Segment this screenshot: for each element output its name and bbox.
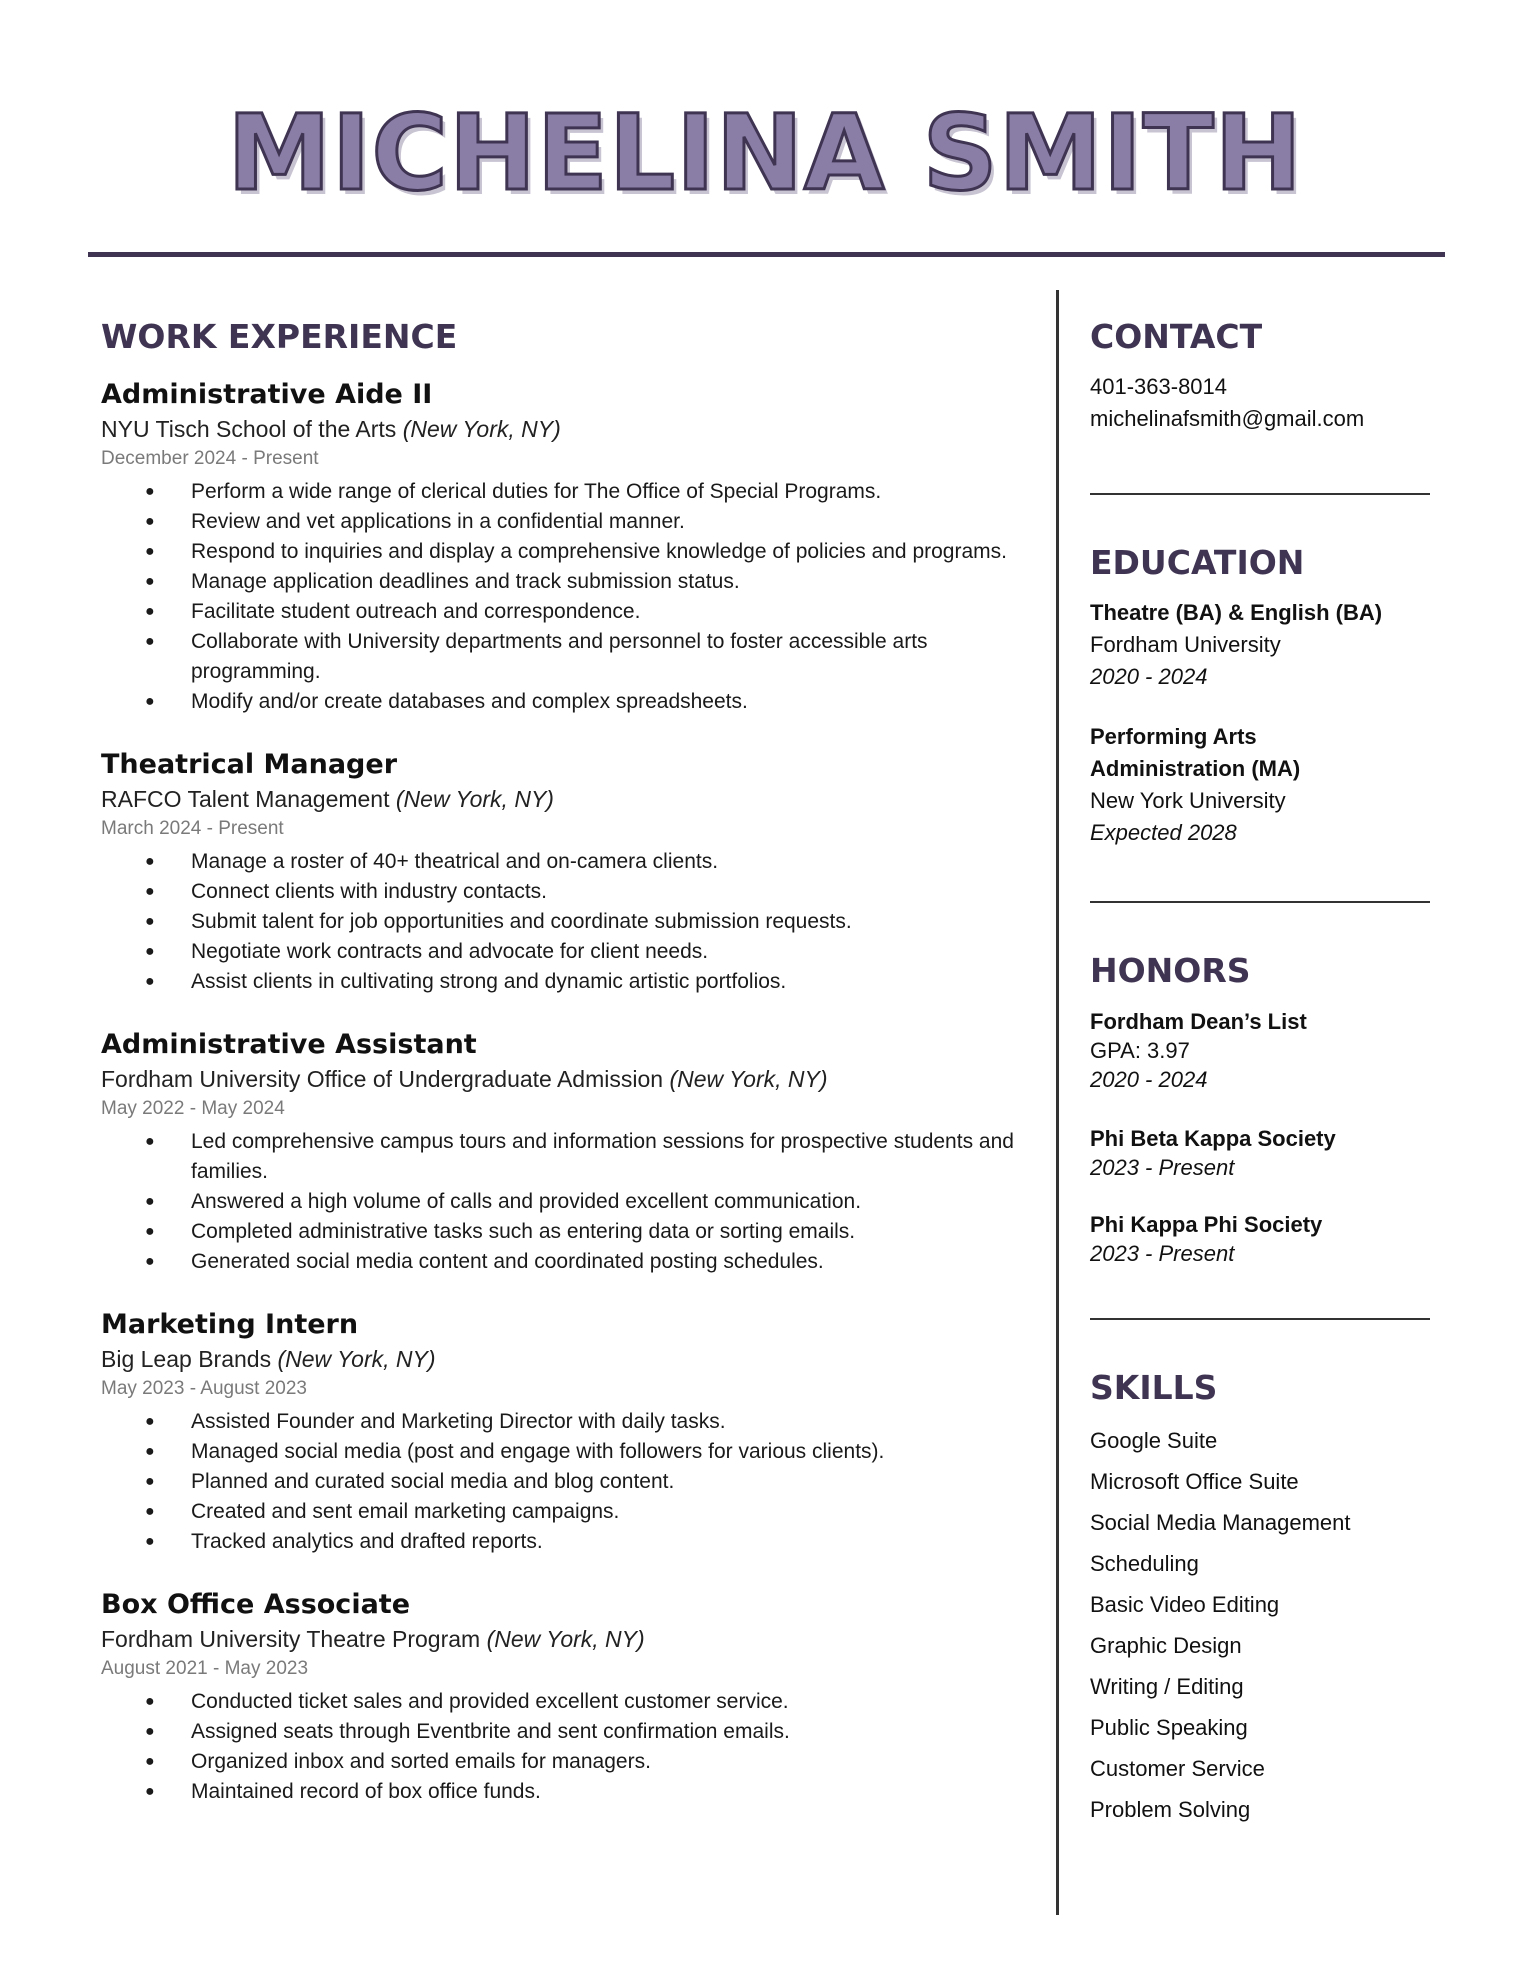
header-divider <box>88 252 1445 257</box>
bullet-item: ● Planned and curated social media and blog content. <box>191 1467 1031 1497</box>
bullet-item: ● Review and vet applications in a confidential manner. <box>191 507 1031 537</box>
job-dates: May 2022 - May 2024 <box>101 1098 285 1119</box>
bullet-item: ● Manage a roster of 40+ theatrical and on-camera clients. <box>191 847 1031 877</box>
bullet-item: ● Negotiate work contracts and advocate for client needs. <box>191 937 1031 967</box>
school: New York University <box>1090 788 1286 813</box>
job-entry <box>101 1587 1031 1807</box>
skill-item: Public Speaking <box>1090 1715 1248 1740</box>
job-org <box>101 783 1031 815</box>
job-title: Box Office Associate <box>101 1589 411 1620</box>
education-heading: EDUCATION <box>1090 543 1305 582</box>
honors-heading: HONORS <box>1090 951 1251 990</box>
bullet-item: ● Answered a high volume of calls and provided excellent communication. <box>191 1187 1031 1217</box>
job-org <box>101 413 1031 445</box>
bullet-item: ● Managed social media (post and engage with followers for various clients). <box>191 1437 1031 1467</box>
honor-entry <box>1090 1124 1460 1182</box>
skill-item: Basic Video Editing <box>1090 1592 1280 1617</box>
sidebar-divider <box>1090 901 1430 903</box>
skill-item: Microsoft Office Suite <box>1090 1469 1299 1494</box>
org-location: (New York, NY) <box>402 416 561 442</box>
skill-item: Social Media Management <box>1090 1510 1351 1535</box>
job-title: Theatrical Manager <box>101 749 398 780</box>
bullet-item: ● Manage application deadlines and track submission status. <box>191 567 1031 597</box>
job-entry <box>101 1307 1031 1557</box>
bullet-item: ● Organized inbox and sorted emails for managers. <box>191 1747 1031 1777</box>
education-entry <box>1090 721 1460 849</box>
sidebar-divider <box>1090 1318 1430 1320</box>
contact-email[interactable]: michelinafsmith@gmail.com <box>1090 406 1365 431</box>
skill-item: Writing / Editing <box>1090 1674 1244 1699</box>
bullet-item: ● Connect clients with industry contacts. <box>191 877 1031 907</box>
job-dates: May 2023 - August 2023 <box>101 1378 307 1399</box>
org-name: Big Leap Brands <box>101 1346 272 1372</box>
resume-name: MICHELINA SMITH <box>227 92 1303 214</box>
org-location: (New York, NY) <box>395 786 554 812</box>
degree: Administration (MA) <box>1090 756 1301 781</box>
honor-dates: 2023 - Present <box>1090 1155 1235 1180</box>
job-dates: March 2024 - Present <box>101 818 284 839</box>
job-bullets <box>101 477 1031 717</box>
honor-entry <box>1090 1210 1460 1268</box>
bullet-item: ● Maintained record of box office funds. <box>191 1777 1031 1807</box>
job-title: Administrative Assistant <box>101 1029 477 1060</box>
contact-block <box>1090 371 1460 435</box>
sidebar <box>1090 315 1460 1830</box>
school: Fordham University <box>1090 632 1281 657</box>
bullet-item: ● Submit talent for job opportunities and coordinate submission requests. <box>191 907 1031 937</box>
bullet-item: ● Facilitate student outreach and correspondence. <box>191 597 1031 627</box>
bullet-item: ● Assigned seats through Eventbrite and sent confirmation emails. <box>191 1717 1031 1747</box>
work-experience-section <box>101 315 1031 1807</box>
job-entry <box>101 377 1031 717</box>
honor-entry <box>1090 1007 1460 1094</box>
org-location: (New York, NY) <box>669 1066 828 1092</box>
bullet-item: ● Tracked analytics and drafted reports. <box>191 1527 1031 1557</box>
contact-heading: CONTACT <box>1090 317 1263 356</box>
job-org <box>101 1623 1031 1655</box>
job-bullets <box>101 1687 1031 1807</box>
contact-phone[interactable]: 401-363-8014 <box>1090 374 1228 399</box>
org-name: NYU Tisch School of the Arts <box>101 416 397 442</box>
job-org <box>101 1063 1031 1095</box>
degree: Performing Arts <box>1090 724 1257 749</box>
job-entry <box>101 747 1031 997</box>
skill-item: Problem Solving <box>1090 1797 1251 1822</box>
job-entry <box>101 1027 1031 1277</box>
honor-detail: GPA: 3.97 <box>1090 1038 1190 1063</box>
honor-name: Phi Kappa Phi Society <box>1090 1212 1323 1237</box>
skill-item: Customer Service <box>1090 1756 1265 1781</box>
honor-name: Phi Beta Kappa Society <box>1090 1126 1336 1151</box>
skill-item: Graphic Design <box>1090 1633 1242 1658</box>
org-name: Fordham University Theatre Program <box>101 1626 481 1652</box>
bullet-item: ● Conducted ticket sales and provided excellent customer service. <box>191 1687 1031 1717</box>
degree: Theatre (BA) & English (BA) <box>1090 600 1383 625</box>
bullet-item: ● Assist clients in cultivating strong and dynamic artistic portfolios. <box>191 967 1031 997</box>
bullet-item: ● Assisted Founder and Marketing Director with daily tasks. <box>191 1407 1031 1437</box>
honor-dates: 2020 - 2024 <box>1090 1067 1208 1092</box>
job-dates: August 2021 - May 2023 <box>101 1658 309 1679</box>
work-experience-heading: WORK EXPERIENCE <box>101 317 458 356</box>
column-divider <box>1056 290 1059 1915</box>
org-name: Fordham University Office of Undergraduate Admission <box>101 1066 664 1092</box>
sidebar-divider <box>1090 493 1430 495</box>
job-org <box>101 1343 1031 1375</box>
org-location: (New York, NY) <box>277 1346 436 1372</box>
org-name: RAFCO Talent Management <box>101 786 390 812</box>
job-title: Marketing Intern <box>101 1309 359 1340</box>
skill-item: Google Suite <box>1090 1428 1218 1453</box>
education-entry <box>1090 597 1460 693</box>
bullet-item: ● Completed administrative tasks such as entering data or sorting emails. <box>191 1217 1031 1247</box>
bullet-item: ● Led comprehensive campus tours and information sessions for prospective students and families. <box>191 1127 1031 1187</box>
bullet-item: ● Collaborate with University departments and personnel to foster accessible arts programming. <box>191 627 1031 687</box>
job-title: Administrative Aide II <box>101 379 433 410</box>
bullet-item: ● Respond to inquiries and display a comprehensive knowledge of policies and programs. <box>191 537 1031 567</box>
skills-list <box>1090 1420 1460 1830</box>
job-bullets <box>101 847 1031 997</box>
job-bullets <box>101 1127 1031 1277</box>
education-dates: 2020 - 2024 <box>1090 664 1208 689</box>
org-location: (New York, NY) <box>486 1626 645 1652</box>
bullet-item: ● Generated social media content and coordinated posting schedules. <box>191 1247 1031 1277</box>
bullet-item: ● Modify and/or create databases and complex spreadsheets. <box>191 687 1031 717</box>
skills-heading: SKILLS <box>1090 1368 1218 1407</box>
education-dates: Expected 2028 <box>1090 820 1237 845</box>
honor-name: Fordham Dean’s List <box>1090 1009 1307 1034</box>
skill-item: Scheduling <box>1090 1551 1199 1576</box>
job-dates: December 2024 - Present <box>101 448 319 469</box>
honor-dates: 2023 - Present <box>1090 1241 1235 1266</box>
job-bullets <box>101 1407 1031 1557</box>
bullet-item: ● Perform a wide range of clerical duties for The Office of Special Programs. <box>191 477 1031 507</box>
bullet-item: ● Created and sent email marketing campaigns. <box>191 1497 1031 1527</box>
